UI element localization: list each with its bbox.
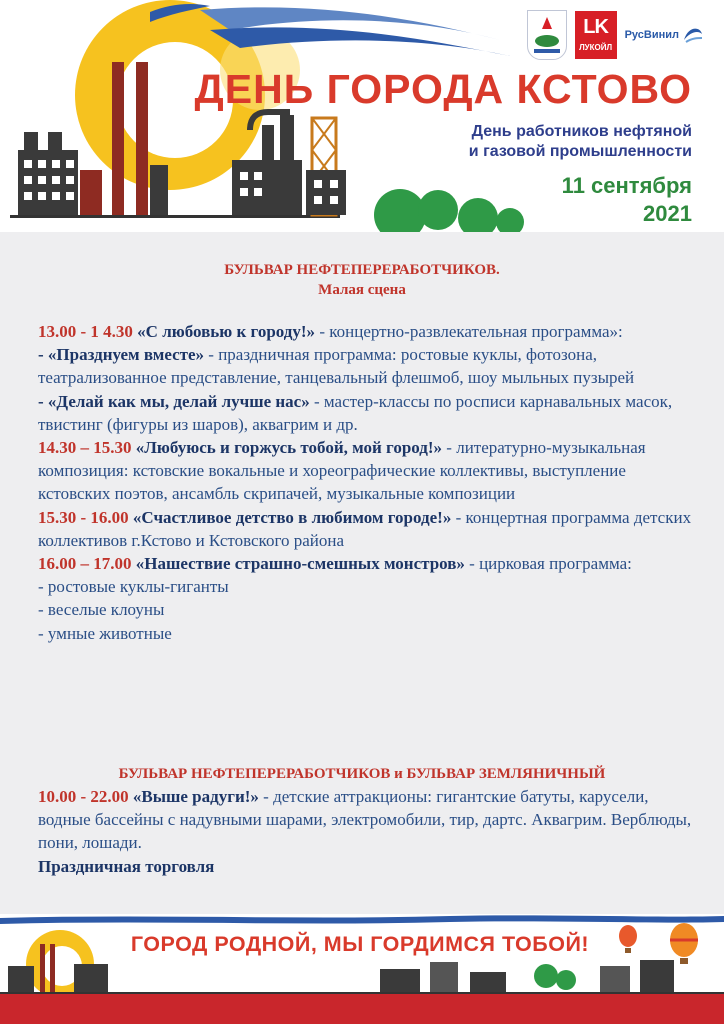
lukoil-name: ЛУКОЙЛ [579,43,613,52]
subtitle-line: День работников нефтяной [471,123,692,140]
coat-of-arms-icon [527,10,567,60]
schedule-line [38,598,698,621]
schedule-line [38,622,698,645]
event-description: - мастер-классы по росписи карнавальных масок, твистинг (фигуры из шаров), аквагрим и др. [38,391,673,434]
event-time: 10.00 - 22.00 [38,787,129,806]
header-banner [0,0,724,232]
date-day-month: 11 сентября [561,173,692,198]
hot-air-balloon-icon [670,923,698,964]
section1-heading: БУЛЬВАР НЕФТЕПЕРЕРАБОТЧИКОВ. [224,262,500,278]
event-date [562,172,692,228]
event-description: - праздничная программа: ростовые куклы, фотозона, театрализованное представление, танцевальный флешмоб, шоу мыльных пузырей [38,345,635,388]
schedule-line [38,552,698,575]
schedule-line [38,575,698,598]
rusvinyl-logo [625,24,704,46]
event-name: - «Празднуем вместе» [38,345,205,365]
schedule-line [38,320,698,343]
page-subtitle [469,122,692,162]
event-description: - литературно-музыкальная композиция: кстовские вокальные и хореографические коллективы, выступление кстовских поэтов, ансамбль скрипачей, музыкальные композиции [38,438,646,504]
event-description: - концертная программа детских коллективов г.Кстово и Кстовского района [38,507,692,550]
event-time: 14.30 – 15.30 [38,438,132,458]
footer-red-bar [0,994,724,1024]
section2-schedule [38,785,698,878]
schedule-line [38,785,698,855]
event-description: - цирковая программа: [464,554,632,574]
event-description: - ростовые куклы-гиганты [38,577,229,597]
event-description: - веселые клоуны [38,600,165,620]
event-description: - умные животные [38,623,172,643]
schedule-line [38,436,698,506]
footer-slogan: ГОРОД РОДНОЙ, МЫ ГОРДИМСЯ ТОБОЙ! [130,932,590,956]
subtitle-line: и газовой промышленности [468,143,692,160]
lukoil-logo [575,11,617,59]
rusvinyl-name: РусВинил [624,29,679,41]
schedule-line [38,390,698,436]
event-time: 13.00 - 1 4.30 [38,322,133,341]
hot-air-balloon-icon [619,925,637,953]
event-name: Праздничная торговля [38,856,215,876]
event-time: 16.00 – 17.00 [38,554,132,574]
page-title: ДЕНЬ ГОРОДА КСТОВО [194,66,692,112]
sponsor-logos [527,10,704,60]
section1-subheading: Малая сцена [318,282,406,298]
schedule-line [38,506,698,552]
event-name: - «Делай как мы, делай лучше нас» [38,391,310,411]
footer-banner [0,914,724,1024]
event-description: - детские аттракционы: гигантские батуты, карусели, водные бассейны с надувными шарами, электромобили, тир, дартс. Аквагрим. Верблюды, пони, лошади. [38,787,692,853]
section2-heading: БУЛЬВАР НЕФТЕПЕРЕРАБОТЧИКОВ и БУЛЬВАР ЗЕМЛЯНИЧНЫЙ [118,766,606,782]
schedule-line [38,855,698,878]
lukoil-mark: LK [583,16,608,38]
event-name: «Счастливое детство в любимом городе!» [128,507,452,527]
schedule-line [38,343,698,389]
event-name: «Нашествие страшно-смешных монстров» [131,554,465,574]
date-year: 2021 [643,201,692,226]
event-description: - концертно-развлекательная программа»: [315,322,623,341]
event-name: «С любовью к городу!» [132,322,316,341]
rusvinyl-swoosh-icon [682,24,704,46]
event-time: 15.30 - 16.00 [38,507,129,527]
section-heading [0,260,724,300]
event-name: «Выше радуги!» [128,787,259,806]
event-name: «Любуюсь и горжусь тобой, мой город!» [131,438,443,458]
section-heading [0,764,724,784]
section1-schedule [38,320,698,645]
